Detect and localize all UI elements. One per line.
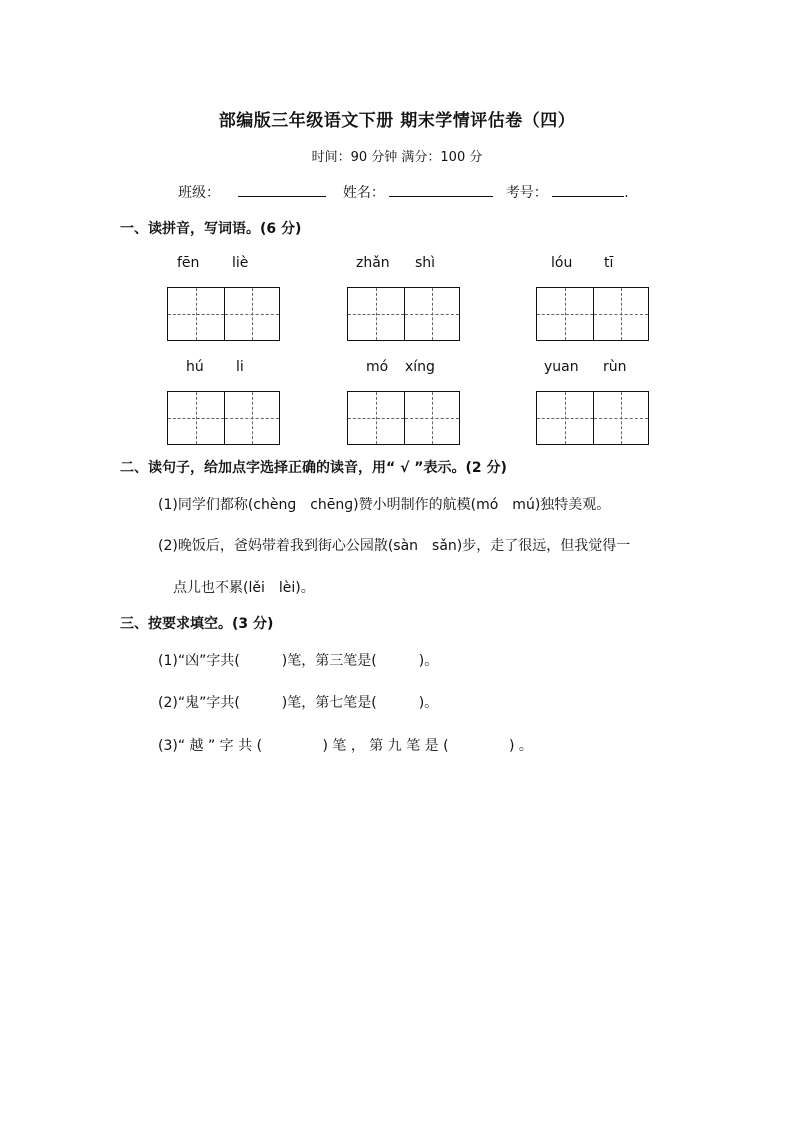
pinyin: yuan: [544, 359, 579, 375]
pinyin: liè: [232, 255, 249, 271]
writing-grid[interactable]: [167, 287, 280, 341]
class-field[interactable]: [238, 182, 326, 197]
section2-question-1: (1)同学们都称(chènɡ chēnɡ)赞小明制作的航模(mó mú)独特美观。: [158, 497, 611, 513]
writing-grid[interactable]: [536, 287, 649, 341]
name-field[interactable]: [389, 182, 493, 197]
section3-question-1: (1)“凶”字共( )笔，第三笔是( )。: [158, 653, 439, 669]
writing-grid[interactable]: [347, 391, 460, 445]
name-label: 姓名：: [342, 185, 385, 201]
section1-heading: 一、读拼音，写词语。(6 分): [120, 221, 302, 237]
section2-heading: 二、读句子，给加点字选择正确的读音，用“ √ ”表示。(2 分): [120, 460, 507, 476]
class-label: 班级：: [178, 185, 220, 201]
writing-grid[interactable]: [536, 391, 649, 445]
pinyin: lóu: [551, 255, 573, 271]
pinyin: shì: [415, 255, 436, 271]
pinyin: tī: [604, 255, 614, 271]
exam-meta: 时间：90 分钟 满分：100 分: [311, 150, 483, 165]
page-title: 部编版三年级语文下册 期末学情评估卷（四）: [218, 111, 576, 131]
exam-no-label: 考号：: [505, 185, 548, 201]
info-end: .: [624, 185, 629, 201]
pinyin: zhǎn: [356, 255, 390, 271]
section3-question-2: (2)“鬼”字共( )笔，第七笔是( )。: [158, 695, 439, 711]
section2-question-2-cont: 点儿也不累(lěi lèi)。: [173, 580, 315, 596]
pinyin: fēn: [177, 255, 200, 271]
pinyin: rùn: [603, 359, 627, 375]
pinyin: li: [236, 359, 244, 375]
writing-grid[interactable]: [167, 391, 280, 445]
exam-no-field[interactable]: [552, 182, 624, 197]
student-info-row: [178, 182, 629, 202]
section3-heading: 三、按要求填空。(3 分): [120, 616, 274, 632]
section3-question-3: (3)“ 越 ” 字 共 ( ) 笔 ， 第 九 笔 是 ( ) 。: [158, 738, 533, 754]
pinyin: mó: [366, 359, 389, 375]
pinyin: xíng: [405, 359, 435, 375]
pinyin: hú: [186, 359, 204, 375]
section2-question-2: (2)晚饭后，爸妈带着我到街心公园散(sàn sǎn)步，走了很远，但我觉得一: [158, 538, 631, 554]
writing-grid[interactable]: [347, 287, 460, 341]
